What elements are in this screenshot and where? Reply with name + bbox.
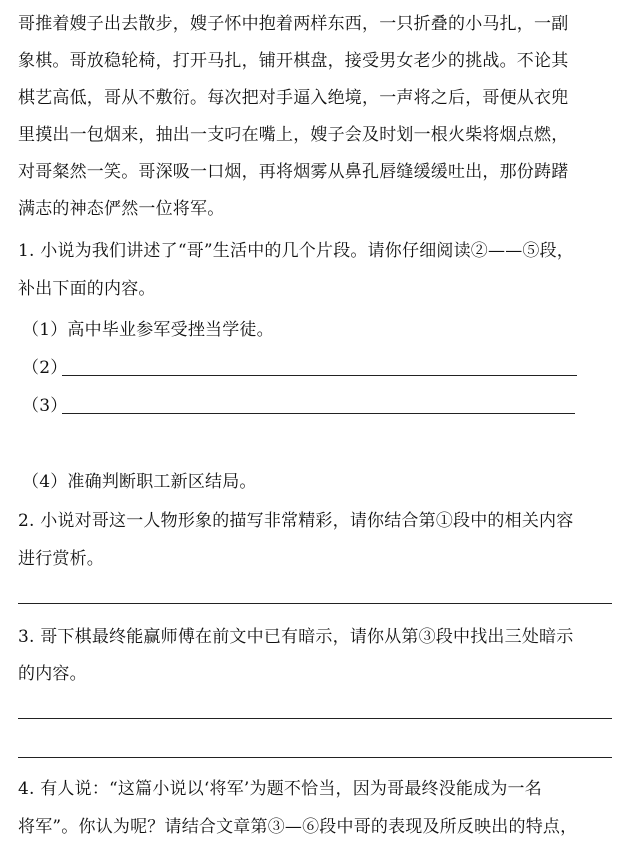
passage-line-4: 里摸出一包烟来，抽出一支叼在嘴上，嫂子会及时划一根火柴将烟点燃， — [18, 125, 569, 145]
answer-line-question-3-a[interactable] — [18, 718, 612, 719]
question-1-item-4: （4）准确判断职工新区结局。 — [22, 472, 257, 492]
question-2-text: 2. 小说对哥这一人物形象的描写非常精彩，请你结合第①段中的相关内容 — [18, 511, 574, 531]
question-3-text: 3. 哥下棋最终能赢师傅在前文中已有暗示，请你从第③段中找出三处暗示 — [18, 627, 574, 647]
question-1-item-1: （1）高中毕业参军受挫当学徒。 — [22, 320, 274, 340]
passage-line-2: 象棋。哥放稳轮椅，打开马扎，铺开棋盘，接受男女老少的挑战。不论其 — [18, 51, 569, 71]
question-1-text: 1. 小说为我们讲述了“哥”生活中的几个片段。请你仔细阅读②——⑤段， — [18, 241, 575, 261]
passage-line-3: 棋艺高低，哥从不敷衍。每次把对手逼入绝境，一声将之后，哥便从衣兜 — [18, 88, 569, 108]
question-1-item-3-label: （3） — [22, 396, 68, 416]
answer-blank-item-3[interactable] — [62, 413, 575, 414]
answer-blank-item-2[interactable] — [62, 375, 577, 376]
answer-line-question-2[interactable] — [18, 603, 612, 604]
question-2-text-cont: 进行赏析。 — [18, 549, 104, 569]
question-1-text-cont: 补出下面的内容。 — [18, 279, 156, 299]
question-4-text: 4. 有人说：“这篇小说以‘将军’为题不恰当，因为哥最终没能成为一名 — [18, 779, 542, 799]
answer-line-question-3-b[interactable] — [18, 757, 612, 758]
passage-line-5: 对哥粲然一笑。哥深吸一口烟，再将烟雾从鼻孔唇缝缓缓吐出，那份踌躇 — [18, 162, 569, 182]
passage-line-1: 哥推着嫂子出去散步，嫂子怀中抱着两样东西，一只折叠的小马扎，一副 — [18, 14, 569, 34]
question-3-text-cont: 的内容。 — [18, 664, 87, 684]
passage-line-6: 满志的神态俨然一位将军。 — [18, 199, 225, 219]
question-1-item-2-label: （2） — [22, 358, 68, 378]
question-4-text-cont: 将军”。你认为呢？请结合文章第③—⑥段中哥的表现及所反映出的特点， — [18, 817, 578, 837]
